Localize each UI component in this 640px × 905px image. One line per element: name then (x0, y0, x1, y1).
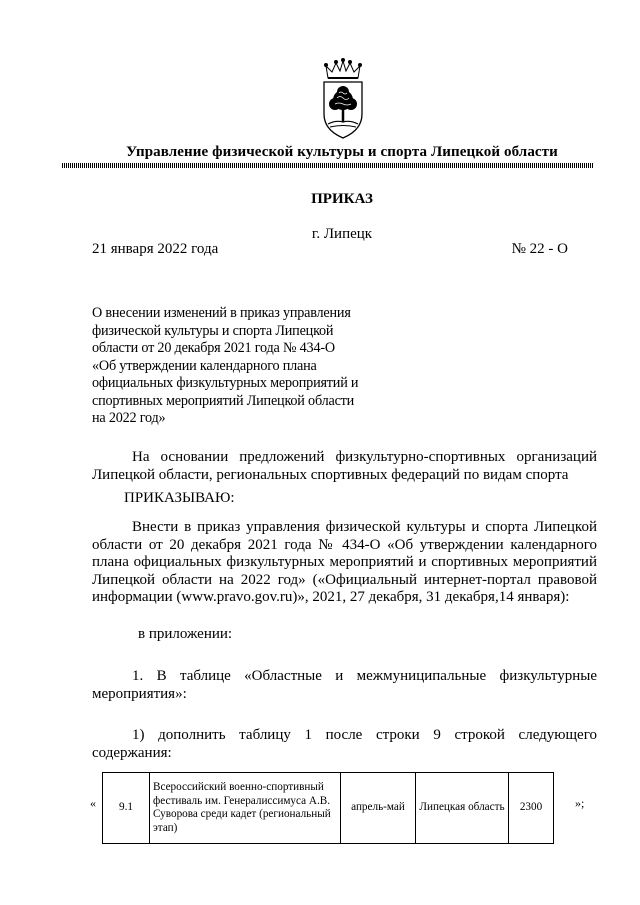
document-type: ПРИКАЗ (311, 191, 373, 207)
document-subject (92, 305, 392, 428)
table-row (103, 773, 554, 844)
cell-count: 2300 (509, 773, 554, 844)
subject-line: физической культуры и спорта Липецкой (92, 322, 334, 339)
cell-number: 9.1 (103, 773, 150, 844)
cell-place: Липецкая область (416, 773, 509, 844)
table-close-quote: »; (575, 796, 585, 810)
document-date: 21 января 2022 года (92, 241, 219, 257)
organization-name: Управление физической культуры и спорта Липецкой области (126, 144, 558, 160)
subject-line: О внесении изменений в приказ управления (92, 305, 351, 321)
order-keyword: ПРИКАЗЫВАЮ: (124, 490, 235, 506)
subject-line: официальных физкультурных мероприятий и (92, 375, 359, 391)
document-number: № 22 - О (511, 241, 568, 257)
cell-period: апрель-май (341, 773, 416, 844)
header-divider (62, 163, 593, 168)
subitem-1-paragraph: 1) дополнить таблицу 1 после строки 9 строкой следующего содержания: (92, 727, 597, 761)
document-city: г. Липецк (311, 226, 373, 242)
amendment-paragraph: Внести в приказ управления физической культуры и спорта Липецкой области от 20 декабря 2021 года № 434-О «Об утверждении календарного плана официальных физкультурных мероприятий и спортивных мероприятий Липецкой области на 2022 год» («Официальный интернет-портал правовой информации (www.pravo.gov.ru)», 2021, 27 декабря, 31 декабря,14 января): (92, 519, 597, 605)
subject-line: спортивных мероприятий Липецкой области (92, 392, 355, 409)
appendix-paragraph: в приложении: (138, 626, 233, 642)
table-open-quote: « (90, 796, 96, 810)
subject-line: на 2022 год» (92, 410, 166, 426)
cell-event-name: Всероссийский военно-спортивный фестиваль им. Генералиссимуса А.В. Суворова среди кадет (региональный этап) (150, 773, 341, 844)
subject-line: области от 20 декабря 2021 года № 434-О (92, 340, 335, 356)
basis-paragraph: На основании предложений физкультурно-спортивных организаций Липецкой области, региональных спортивных федераций по видам спорта (92, 449, 597, 483)
item-1-paragraph: 1. В таблице «Областные и межмуниципальные физкультурные мероприятия»: (92, 668, 597, 702)
subject-line: «Об утверждении календарного плана (92, 357, 317, 374)
insert-row-table (102, 772, 554, 844)
coat-of-arms-emblem (318, 58, 368, 140)
